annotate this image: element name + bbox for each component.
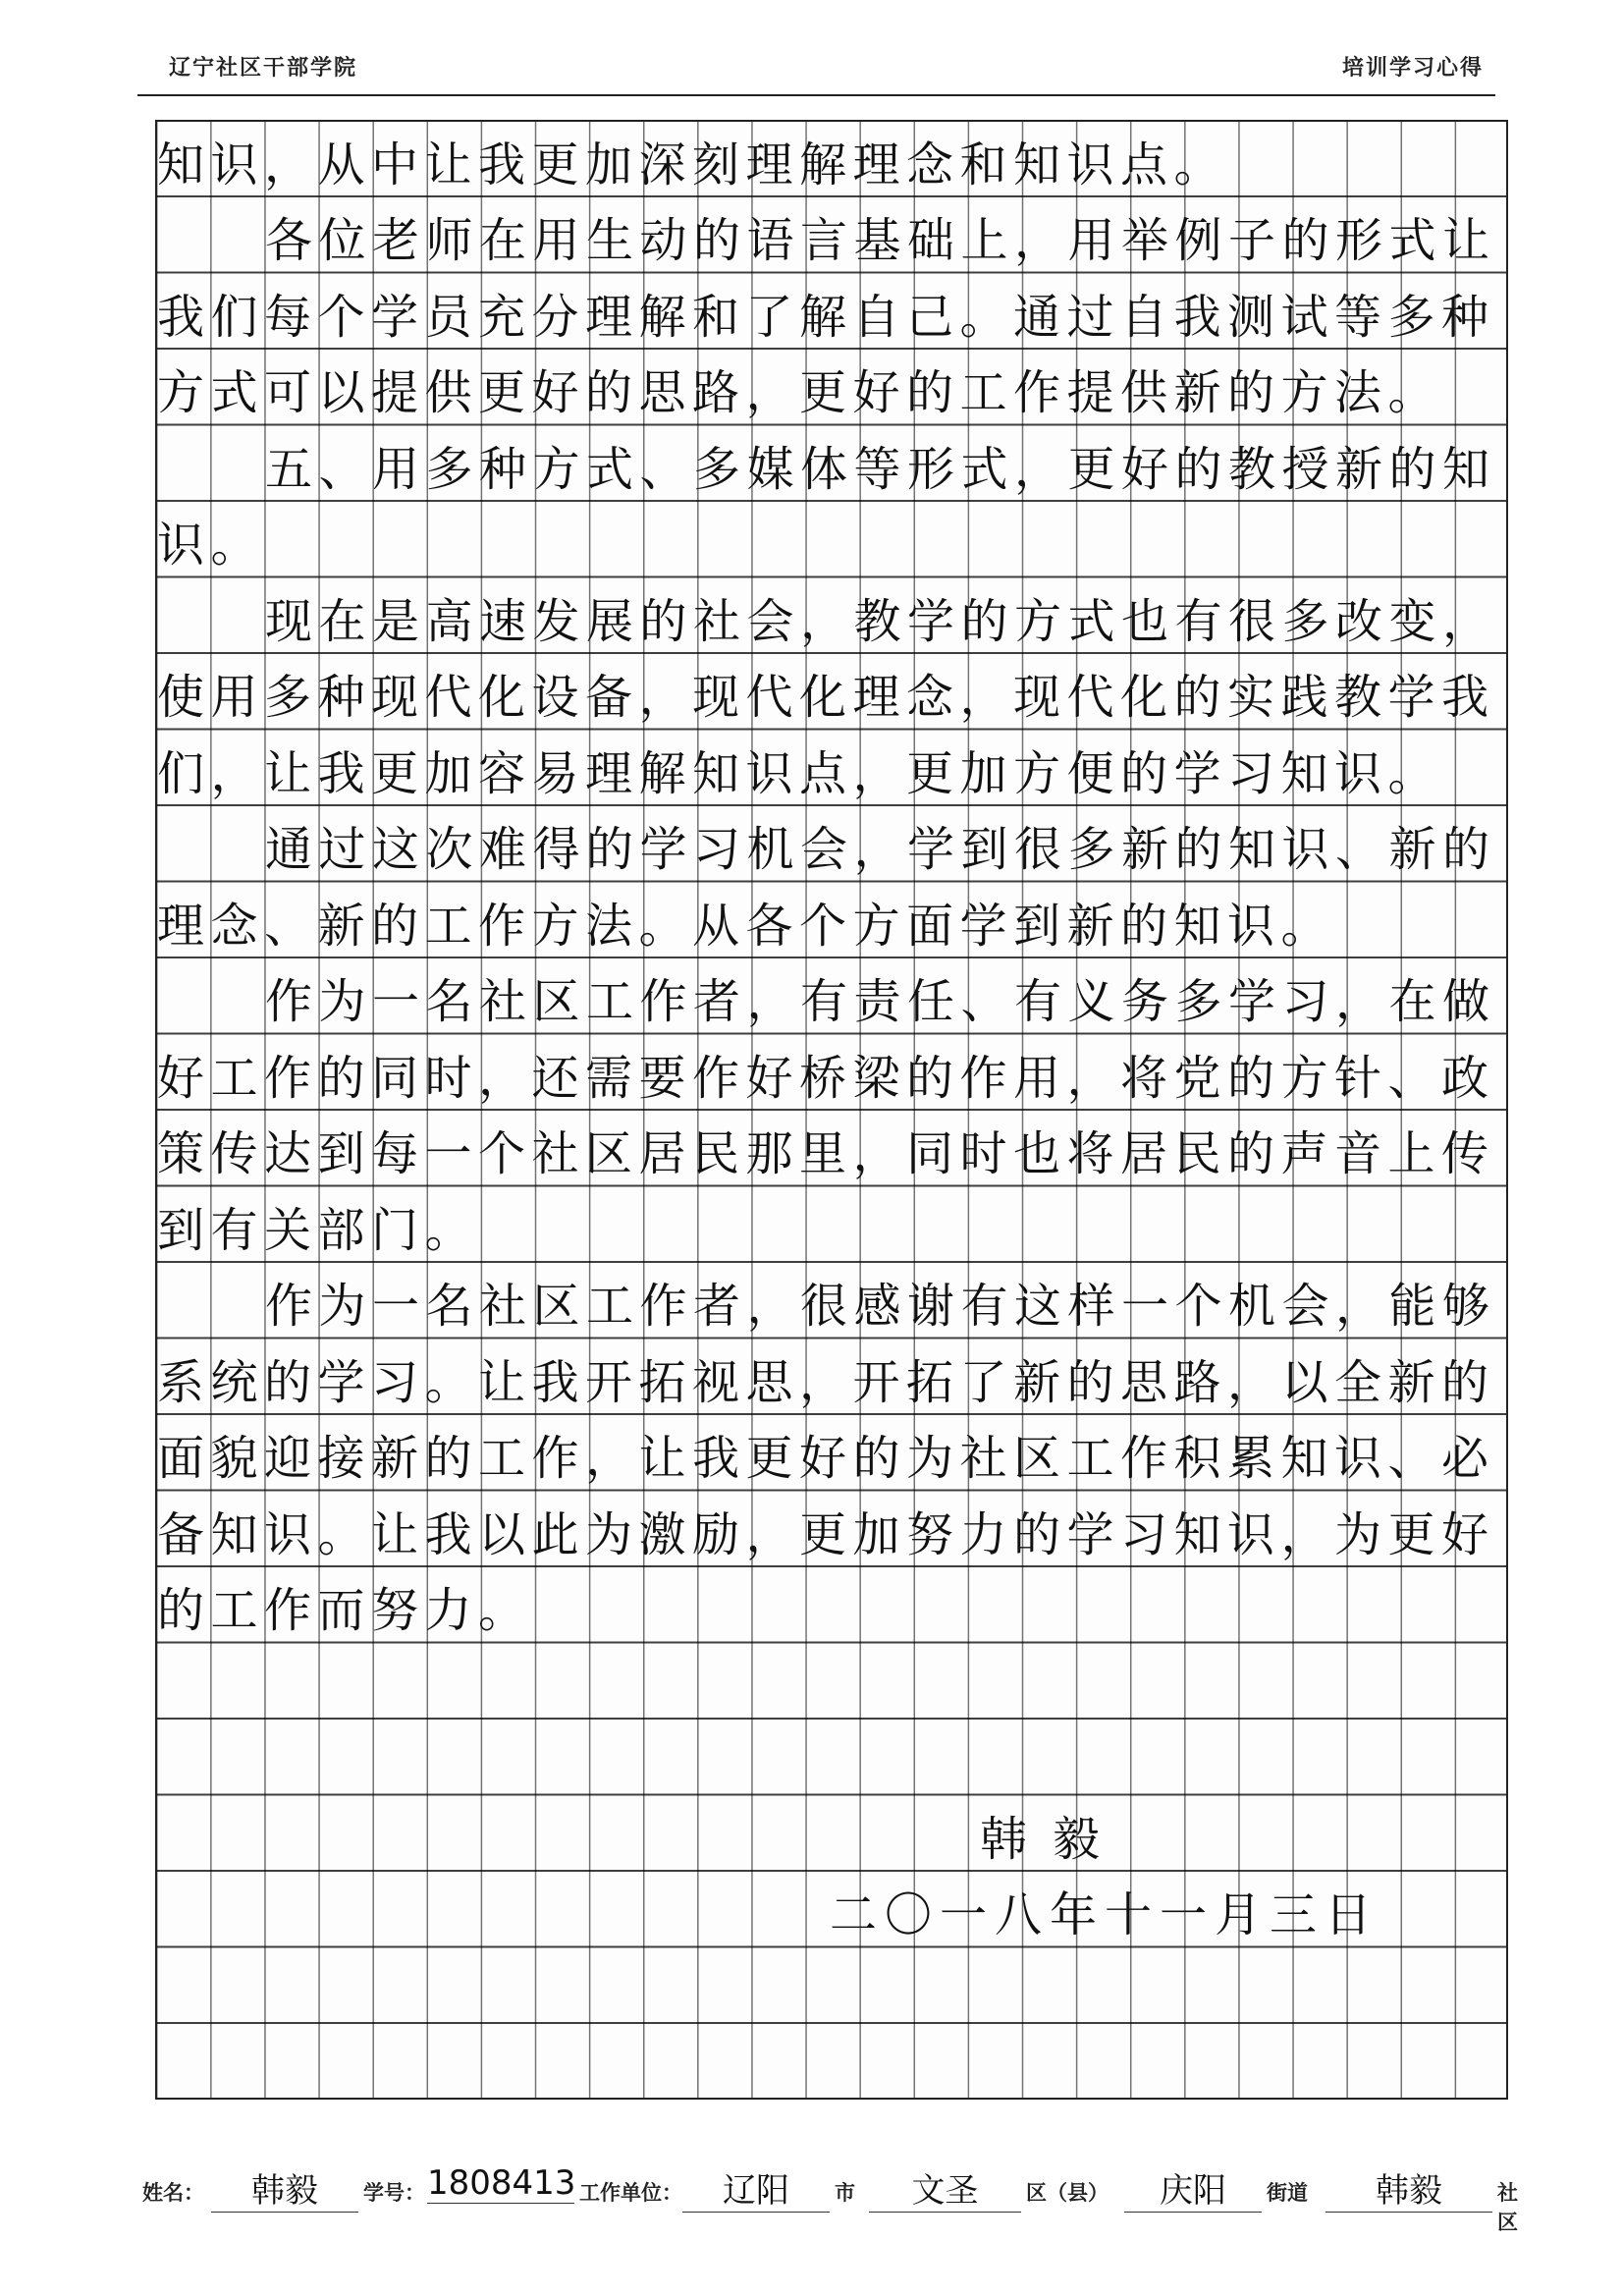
student-info-footer: [142, 2163, 1518, 2234]
essay-line-text: 各位老师在用生动的语言基础上，用举例子的形式让: [265, 213, 1496, 268]
city-label: 市: [835, 2180, 855, 2205]
essay-line: [157, 807, 1506, 884]
essay-line: [157, 1796, 1506, 1873]
essay-line: [157, 578, 1506, 655]
essay-line: [157, 1035, 1506, 1112]
essay-line-text: 通过这次难得的学习机会，学到很多新的知识、新的: [265, 822, 1496, 877]
student-number-label: 学号：: [363, 2180, 425, 2205]
essay-line-text: 知识，从中让我更加深刻理解理念和知识点。: [157, 137, 1228, 192]
essay-line: [157, 1416, 1506, 1493]
essay-line-text: 作为一名社区工作者，很感谢有这样一个机会，能够: [265, 1279, 1496, 1334]
essay-line-text: 的工作而努力。: [157, 1583, 532, 1638]
essay-line: [157, 1187, 1506, 1264]
essay-line-text: 好工作的同时，还需要作好桥梁的作用，将党的方针、政: [157, 1050, 1495, 1106]
street-value: 庆阳: [1124, 2163, 1262, 2213]
essay-line-text: 使用多种现代化设备，现代化理念，现代化的实践教学我: [157, 670, 1495, 725]
name-label: 姓名：: [142, 2180, 204, 2205]
essay-line: [157, 1948, 1506, 2025]
essay-line-text: 五、用多种方式、多媒体等形式，更好的教授新的知: [265, 441, 1496, 497]
essay-line: [157, 731, 1506, 807]
essay-line: [157, 426, 1506, 503]
street-label: 街道: [1267, 2180, 1308, 2205]
essay-line: [157, 883, 1506, 959]
essay-line: [157, 274, 1506, 351]
essay-line: [157, 655, 1506, 732]
header-rule: [137, 94, 1495, 96]
essay-line-text: 到有关部门。: [157, 1202, 479, 1258]
work-unit-label: 工作单位：: [579, 2180, 682, 2205]
essay-line-text: 面貌迎接新的工作，让我更好的为社区工作积累知识、必: [157, 1431, 1495, 1486]
signature-date: 二〇一八年十一月三日: [830, 1887, 1380, 1942]
document-title: 培训学习心得: [1341, 55, 1484, 81]
essay-line: [157, 1339, 1506, 1416]
district-value: 文圣: [869, 2163, 1021, 2213]
signature-name: 韩毅: [980, 1811, 1126, 1867]
essay-line: [157, 503, 1506, 579]
essay-line-text: 策传达到每一个社区居民那里，同时也将居民的声音上传: [157, 1126, 1495, 1181]
essay-line-text: 我们每个学员充分理解和了解自己。通过自我测试等多种: [157, 289, 1495, 345]
ruled-writing-sheet: [155, 120, 1508, 2100]
essay-line-text: 们，让我更加容易理解知识点，更加方便的学习知识。: [157, 745, 1442, 801]
essay-line: [157, 1264, 1506, 1340]
essay-lines: [157, 122, 1506, 2098]
essay-line-text: 作为一名社区工作者，有责任、有义务多学习，在做: [265, 974, 1496, 1029]
essay-line: [157, 351, 1506, 427]
essay-line: [157, 1644, 1506, 1721]
essay-line-text: 系统的学习。让我开拓视思，开拓了新的思路，以全新的: [157, 1354, 1495, 1410]
essay-line: [157, 1873, 1506, 1949]
essay-line: [157, 1112, 1506, 1188]
essay-line: [157, 1492, 1506, 1568]
essay-line-text: 现在是高速发展的社会，教学的方式也有很多改变，: [265, 593, 1496, 649]
essay-line-text: 方式可以提供更好的思路，更好的工作提供新的方法。: [157, 365, 1442, 420]
student-number-value: 1808413: [427, 2163, 576, 2203]
community-value: 韩毅: [1325, 2163, 1492, 2213]
district-label: 区（县）: [1026, 2180, 1109, 2205]
essay-line: [157, 2025, 1506, 2102]
essay-line-text: 理念、新的工作方法。从各个方面学到新的知识。: [157, 898, 1335, 954]
essay-line: [157, 959, 1506, 1036]
essay-line-text: 备知识。让我以此为激励，更加努力的学习知识，为更好: [157, 1506, 1495, 1562]
essay-line-text: 识。: [157, 518, 265, 573]
essay-line: [157, 198, 1506, 275]
essay-line: [157, 1568, 1506, 1645]
institution-name: 辽宁社区干部学院: [169, 55, 358, 81]
name-value: 韩毅: [211, 2163, 358, 2213]
essay-line: [157, 122, 1506, 198]
essay-line: [157, 1721, 1506, 1797]
city-value: 辽阳: [682, 2163, 830, 2213]
community-label: 社区: [1497, 2180, 1518, 2234]
